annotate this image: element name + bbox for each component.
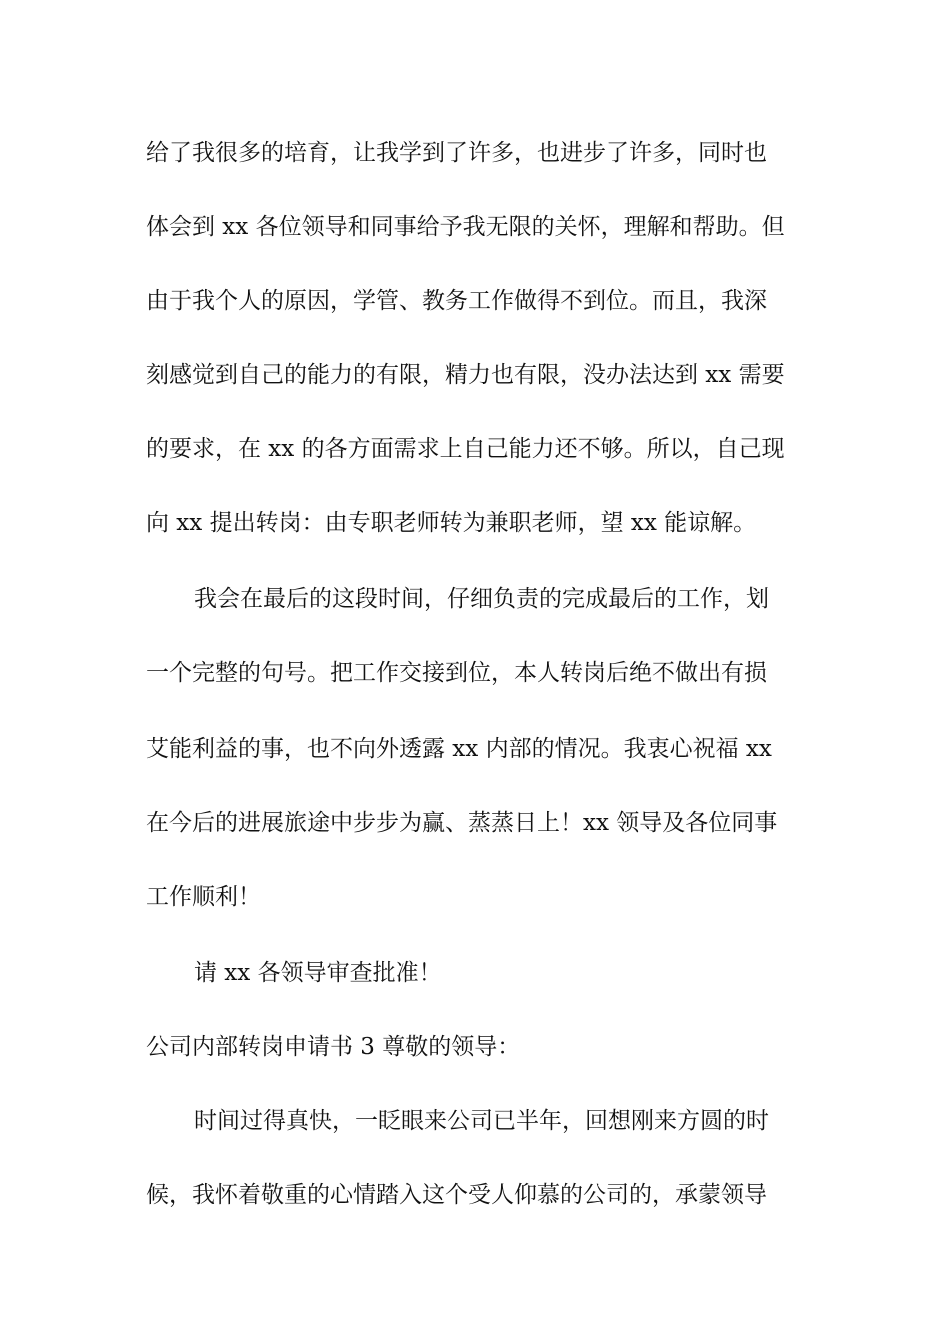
text-line-7: 我会在最后的这段时间，仔细负责的完成最后的工作，划: [194, 586, 769, 612]
text-line-9: 艾能利益的事，也不向外透露 xx 内部的情况。我衷心祝福 xx: [146, 736, 772, 762]
text-line-8: 一个完整的句号。把工作交接到位，本人转岗后绝不做出有损: [146, 660, 767, 686]
text-line-3: 由于我个人的原因，学管、教务工作做得不到位。而且，我深: [146, 288, 767, 314]
text-line-11: 工作顺利！: [146, 884, 261, 910]
text-line-12: 请 xx 各领导审查批准！: [194, 960, 442, 986]
text-line-5: 的要求，在 xx 的各方面需求上自己能力还不够。所以，自己现: [146, 436, 785, 462]
text-line-13: 公司内部转岗申请书 3 尊敬的领导：: [146, 1034, 521, 1060]
text-line-4: 刻感觉到自己的能力的有限，精力也有限，没办法达到 xx 需要: [146, 362, 785, 388]
text-line-10: 在今后的进展旅途中步步为赢、蒸蒸日上！xx 领导及各位同事: [146, 810, 778, 836]
text-line-14: 时间过得真快，一眨眼来公司已半年，回想刚来方圆的时: [194, 1108, 769, 1134]
text-line-6: 向 xx 提出转岗：由专职老师转为兼职老师，望 xx 能谅解。: [146, 510, 757, 536]
text-line-2: 体会到 xx 各位领导和同事给予我无限的关怀，理解和帮助。但: [146, 214, 785, 240]
text-line-15: 候，我怀着敬重的心情踏入这个受人仰慕的公司的，承蒙领导: [146, 1182, 767, 1208]
text-line-1: 给了我很多的培育，让我学到了许多，也进步了许多，同时也: [146, 140, 767, 166]
